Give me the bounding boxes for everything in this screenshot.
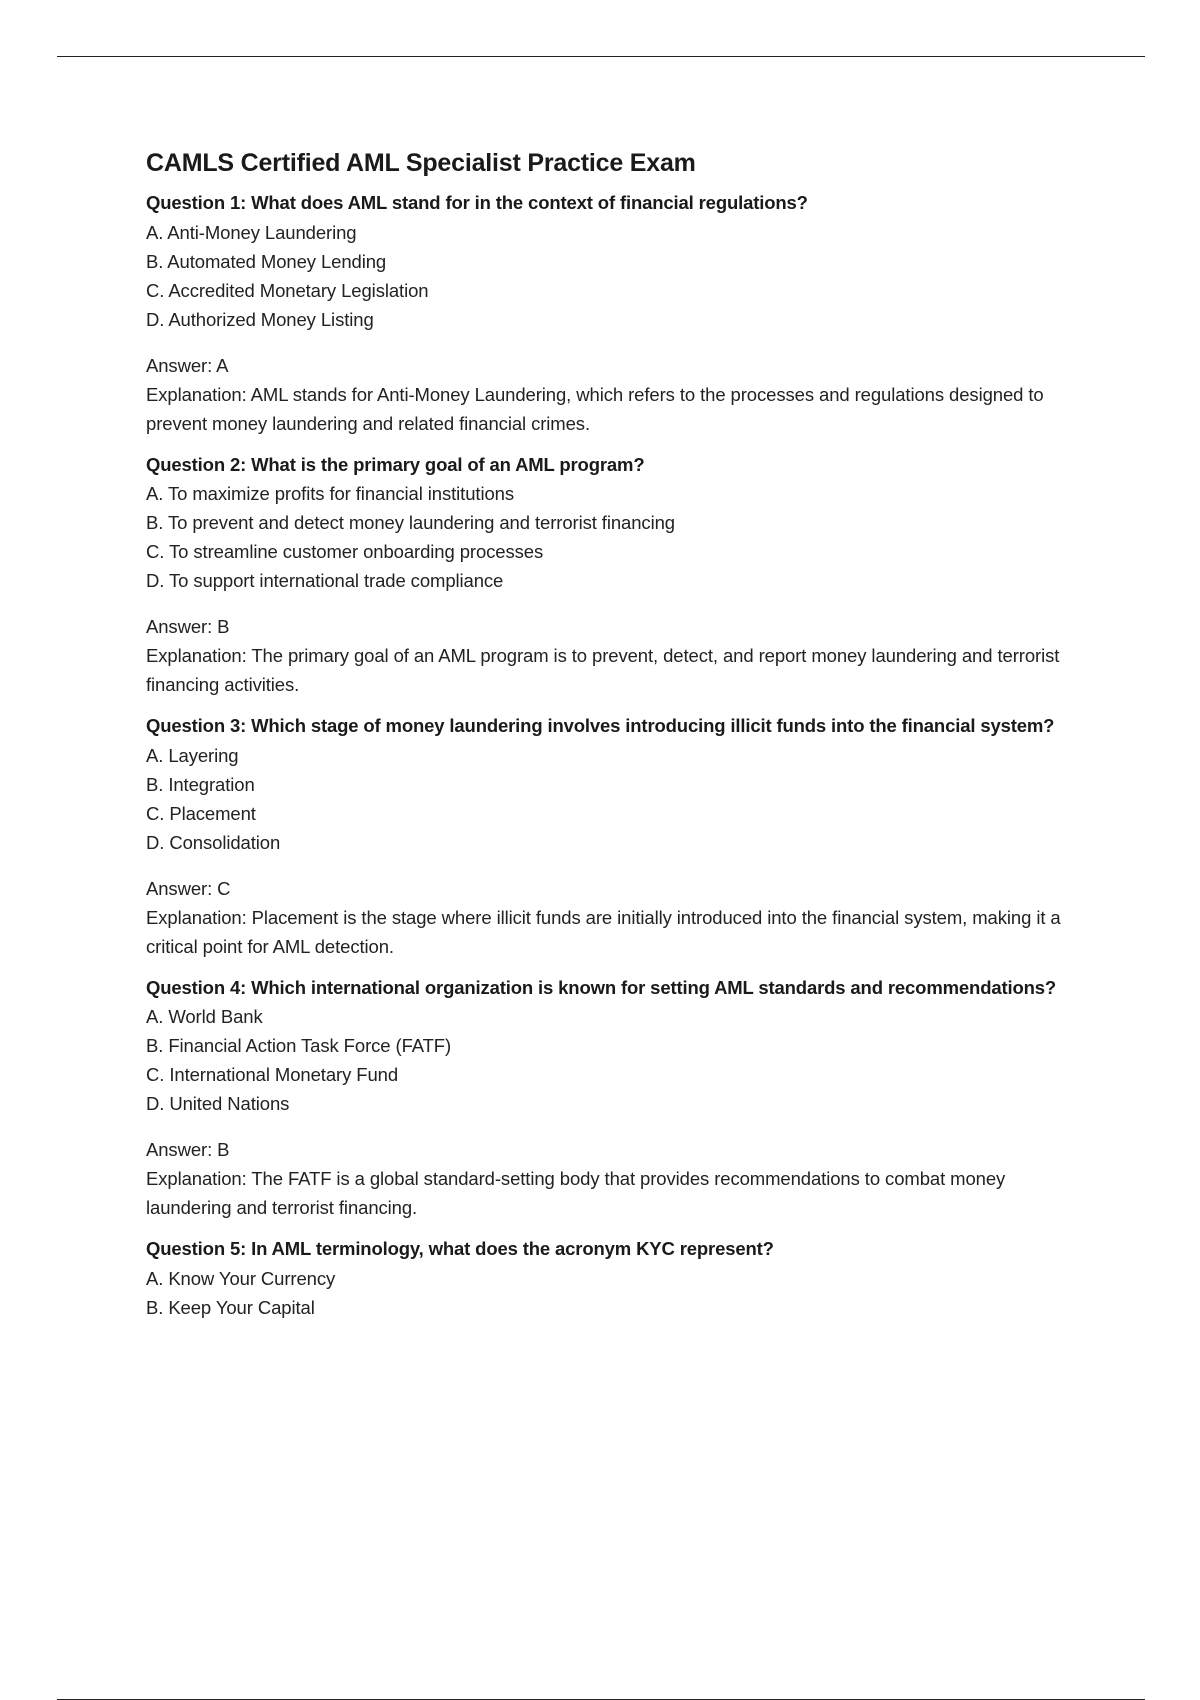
option-list [146, 1002, 1086, 1118]
answer-text: Answer: B [146, 616, 230, 637]
header-divider [57, 56, 1145, 57]
question-text: Question 2: What is the primary goal of an AML program? [146, 453, 645, 475]
question-text: Question 5: In AML terminology, what does the acronym KYC represent? [146, 1238, 774, 1259]
explanation-text: Explanation: AML stands for Anti-Money Laundering, which refers to the processes and regulations designed to prevent money laundering and related financial crimes. [146, 383, 1044, 434]
document-body [146, 146, 1086, 1322]
answer-block [146, 612, 1086, 699]
option-item: A. Know Your Currency [146, 1267, 336, 1289]
question-text: Question 4: Which international organization is known for setting AML standards and recommendations? [146, 976, 1057, 998]
answer-block [146, 351, 1086, 438]
answer-block [146, 1135, 1086, 1222]
answer-text: Answer: C [146, 877, 231, 899]
question-text: Question 3: Which stage of money laundering involves introducing illicit funds into the financial system? [146, 715, 1055, 736]
option-list [146, 479, 1086, 595]
option-item: B. Automated Money Lending [146, 250, 387, 272]
option-item: A. To maximize profits for financial institutions [146, 483, 514, 504]
option-item: B. Keep Your Capital [146, 1296, 315, 1318]
option-list [146, 1264, 1086, 1322]
option-item: A. Anti-Money Laundering [146, 221, 357, 243]
spacer [146, 699, 1086, 712]
option-item: D. To support international trade compliance [146, 570, 504, 591]
spacer [146, 438, 1086, 451]
question-block [146, 451, 1086, 700]
option-item: C. Placement [146, 802, 256, 824]
option-item: A. Layering [146, 744, 239, 766]
spacer [146, 1222, 1086, 1235]
question-block [146, 974, 1086, 1223]
option-list [146, 218, 1086, 334]
explanation-text: Explanation: Placement is the stage where illicit funds are initially introduced into the financial system, making it a critical point for AML detection. [146, 906, 1061, 957]
option-item: D. Consolidation [146, 831, 281, 853]
explanation-text: Explanation: The FATF is a global standard-setting body that provides recommendations to combat money laundering and terrorist financing. [146, 1168, 1006, 1218]
option-item: C. To streamline customer onboarding processes [146, 541, 544, 562]
question-block [146, 1235, 1086, 1322]
option-item: A. World Bank [146, 1006, 263, 1027]
option-item: B. To prevent and detect money laundering and terrorist financing [146, 512, 675, 533]
option-item: C. Accredited Monetary Legislation [146, 279, 429, 301]
question-block [146, 189, 1086, 438]
option-item: B. Integration [146, 773, 255, 795]
option-item: C. International Monetary Fund [146, 1064, 399, 1085]
answer-block [146, 874, 1086, 961]
option-item: D. United Nations [146, 1093, 290, 1114]
answer-text: Answer: A [146, 354, 229, 376]
answer-text: Answer: B [146, 1139, 230, 1160]
option-list [146, 741, 1086, 857]
spacer [146, 961, 1086, 974]
explanation-text: Explanation: The primary goal of an AML program is to prevent, detect, and report money laundering and terrorist financing activities. [146, 645, 1060, 695]
document-title: CAMLS Certified AML Specialist Practice Exam [146, 149, 696, 177]
option-item: B. Financial Action Task Force (FATF) [146, 1035, 452, 1056]
question-text: Question 1: What does AML stand for in the context of financial regulations? [146, 192, 808, 213]
option-item: D. Authorized Money Listing [146, 308, 374, 330]
question-block [146, 712, 1086, 961]
